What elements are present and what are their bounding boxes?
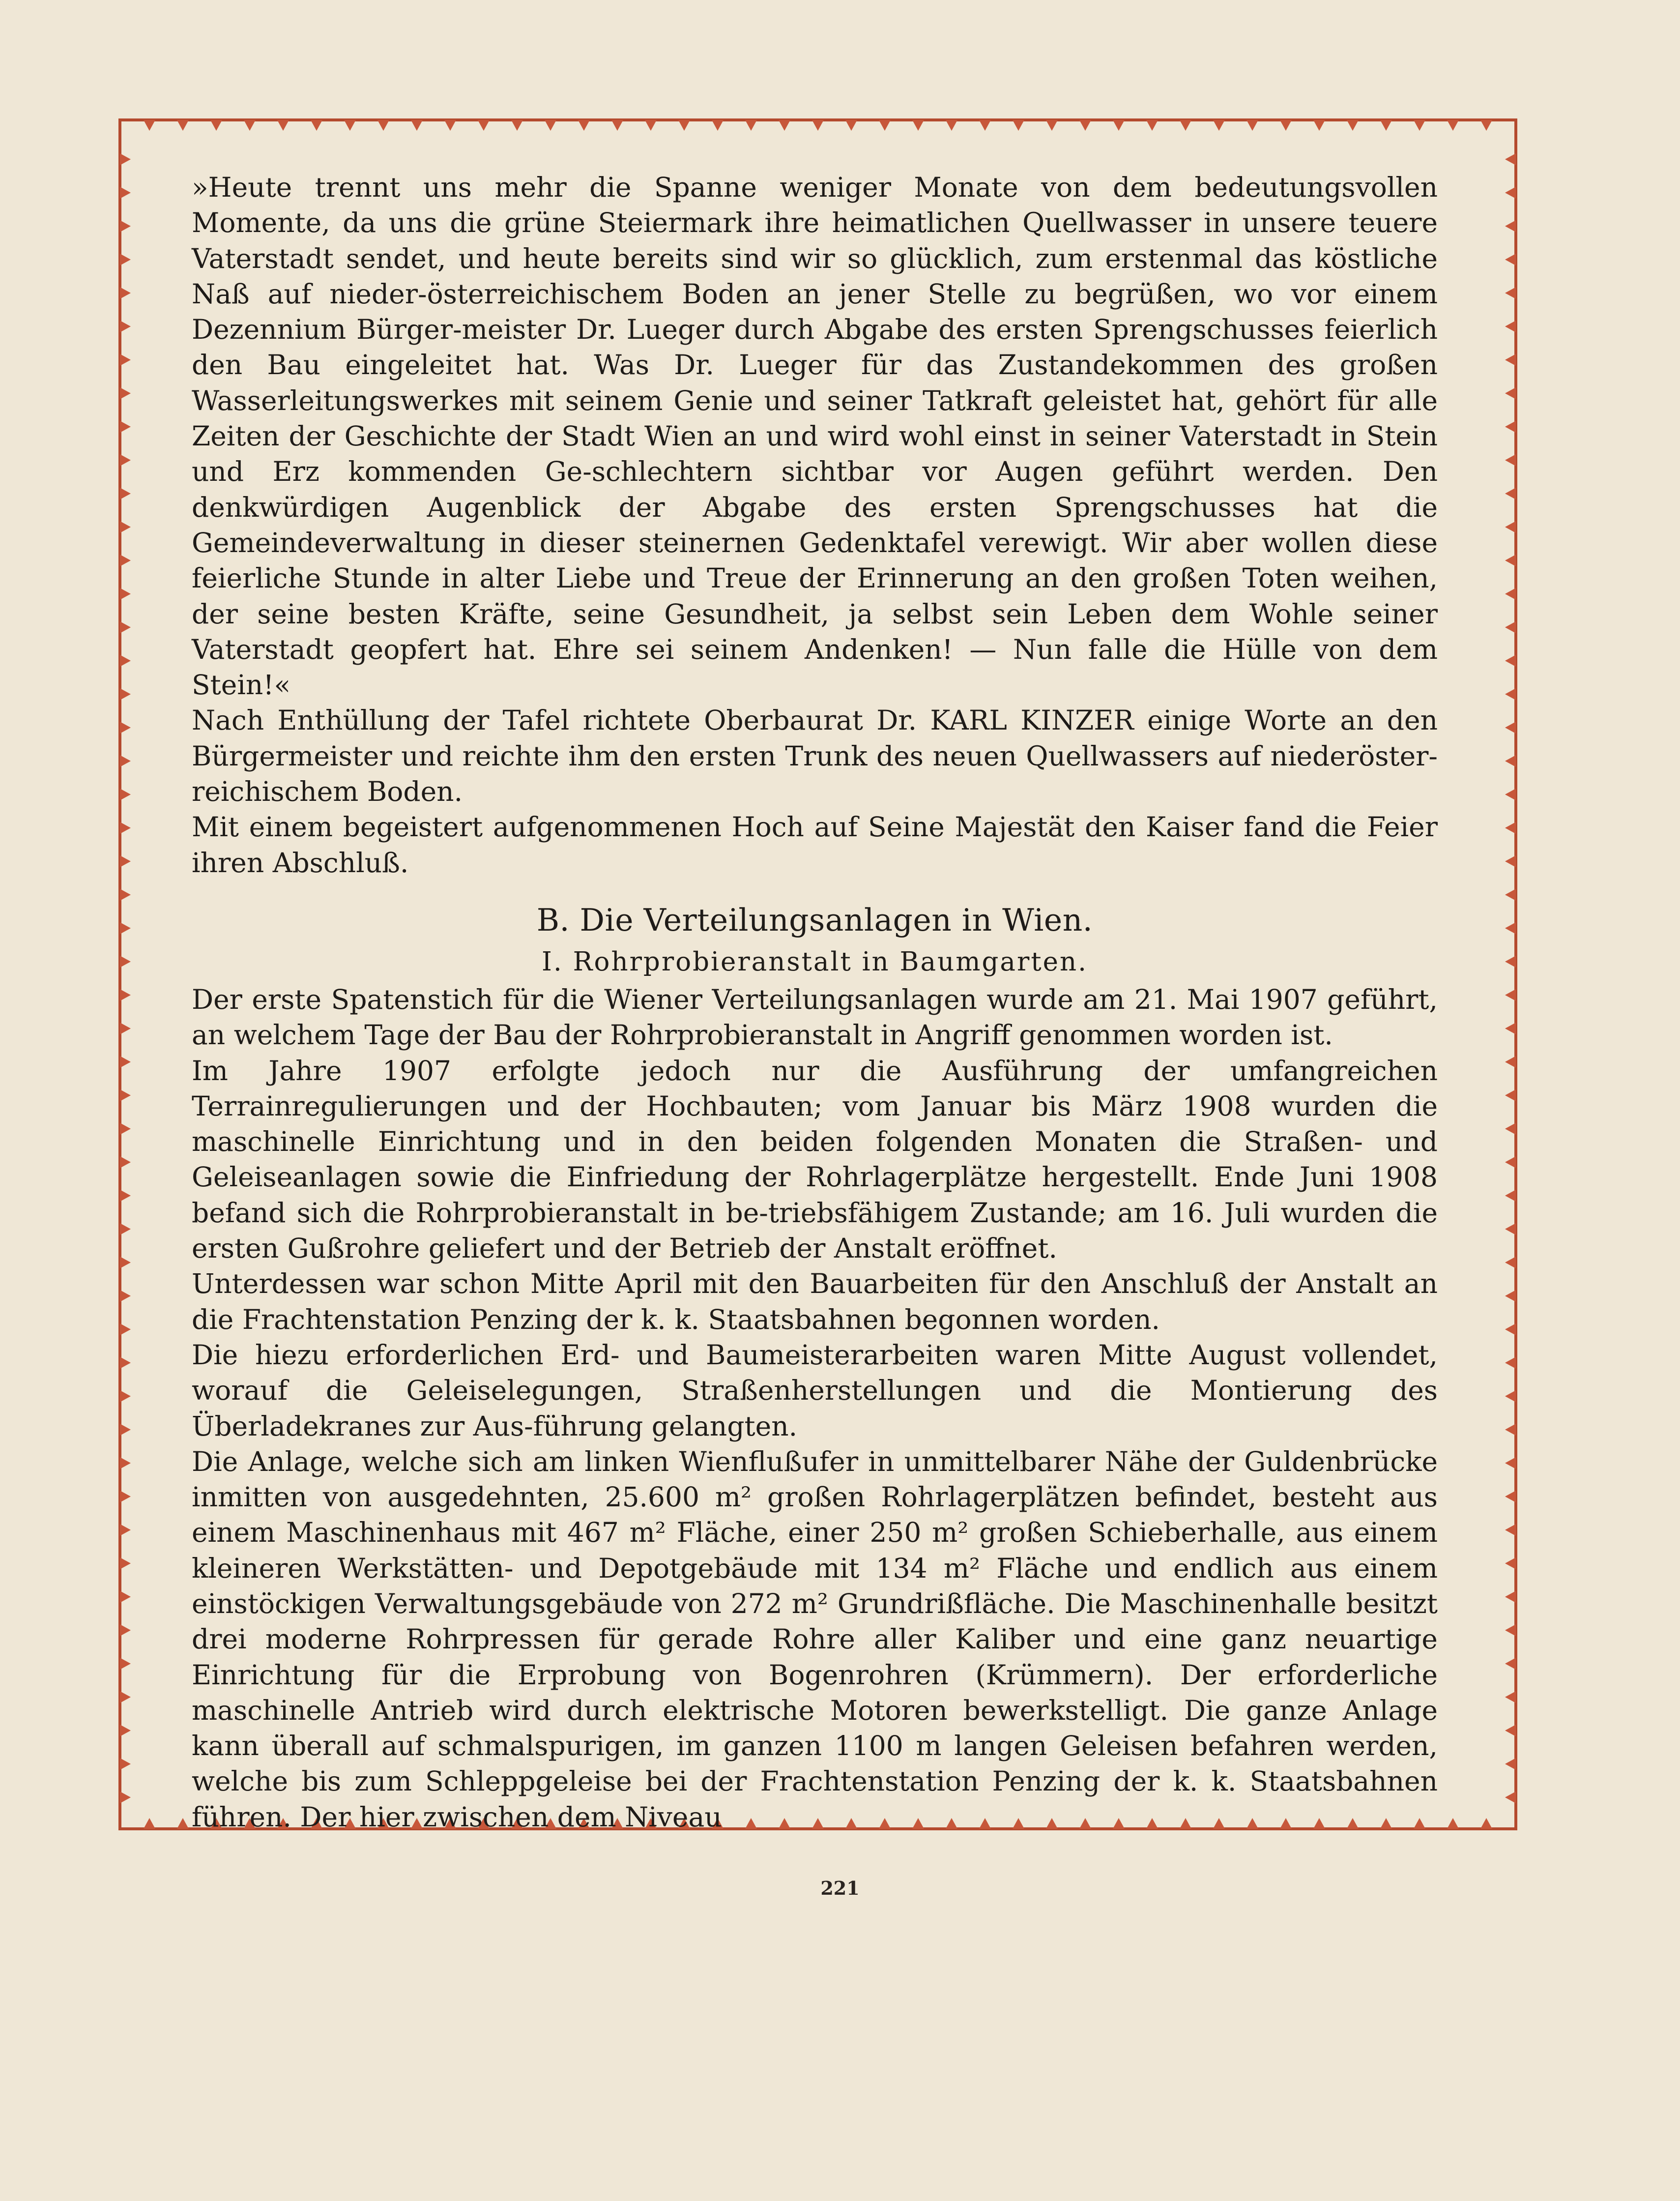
border-tooth-top — [444, 120, 456, 131]
border-tooth-left — [120, 187, 131, 199]
border-tooth-top — [210, 120, 222, 131]
border-tooth-left — [120, 1156, 131, 1168]
border-tooth-right — [1505, 1123, 1516, 1135]
border-tooth-left — [120, 755, 131, 767]
border-tooth-right — [1505, 1591, 1516, 1603]
border-tooth-right — [1505, 354, 1516, 366]
border-tooth-right — [1505, 822, 1516, 834]
border-tooth-right — [1505, 1357, 1516, 1369]
border-tooth-left — [120, 1290, 131, 1302]
border-tooth-left — [120, 555, 131, 566]
border-tooth-right — [1505, 421, 1516, 433]
border-tooth-right — [1505, 688, 1516, 700]
border-tooth-left — [120, 454, 131, 466]
border-tooth-top — [845, 120, 857, 131]
border-tooth-right — [1505, 1691, 1516, 1703]
border-tooth-left — [120, 421, 131, 433]
border-tooth-left — [120, 1658, 131, 1670]
border-tooth-bottom — [177, 1818, 189, 1829]
border-tooth-right — [1505, 855, 1516, 867]
border-tooth-right — [1505, 1524, 1516, 1536]
border-tooth-top — [678, 120, 690, 131]
border-tooth-right — [1505, 621, 1516, 633]
border-tooth-right — [1505, 254, 1516, 265]
border-tooth-left — [120, 621, 131, 633]
border-tooth-top — [1079, 120, 1091, 131]
border-tooth-left — [120, 1390, 131, 1402]
border-tooth-top — [1046, 120, 1058, 131]
border-tooth-right — [1505, 1457, 1516, 1469]
border-tooth-left — [120, 588, 131, 600]
border-tooth-left — [120, 254, 131, 265]
border-tooth-top — [1013, 120, 1024, 131]
border-tooth-top — [912, 120, 924, 131]
border-tooth-left — [120, 1557, 131, 1569]
border-tooth-right — [1505, 1089, 1516, 1101]
border-tooth-right — [1505, 387, 1516, 399]
border-tooth-left — [120, 889, 131, 901]
border-tooth-top — [645, 120, 657, 131]
border-tooth-right — [1505, 1658, 1516, 1670]
border-tooth-left — [120, 789, 131, 800]
border-tooth-top — [1180, 120, 1191, 131]
border-tooth-right — [1505, 1424, 1516, 1436]
border-tooth-left — [120, 1123, 131, 1135]
border-tooth-top — [879, 120, 891, 131]
border-tooth-right — [1505, 1323, 1516, 1335]
border-tooth-left — [120, 1624, 131, 1636]
border-tooth-right — [1505, 989, 1516, 1001]
border-tooth-right — [1505, 1725, 1516, 1736]
border-tooth-top — [1347, 120, 1359, 131]
subsection-heading: I. Rohrprobieranstalt in Baumgarten. — [542, 946, 1088, 977]
border-tooth-left — [120, 822, 131, 834]
border-tooth-left — [120, 855, 131, 867]
border-tooth-left — [120, 1089, 131, 1101]
quote-paragraph-2: Nach Enthüllung der Tafel richtete Oberbaurat Dr. KARL KINZER einige Worte an den Bürgermeister und reichte ihm den ersten Trunk des neuen Quellwassers auf niederöster-reichischem Boden. — [192, 704, 1438, 808]
border-tooth-top — [511, 120, 523, 131]
border-tooth-left — [120, 488, 131, 499]
border-tooth-top — [979, 120, 991, 131]
border-tooth-top — [344, 120, 356, 131]
border-tooth-left — [120, 1491, 131, 1502]
border-tooth-right — [1505, 922, 1516, 934]
border-tooth-top — [311, 120, 322, 131]
border-tooth-left — [120, 1323, 131, 1335]
border-tooth-left — [120, 922, 131, 934]
border-tooth-left — [120, 1257, 131, 1268]
border-tooth-right — [1505, 1023, 1516, 1034]
border-tooth-left — [120, 655, 131, 667]
border-tooth-top — [1414, 120, 1425, 131]
border-tooth-left — [120, 989, 131, 1001]
border-tooth-top — [177, 120, 189, 131]
border-tooth-right — [1505, 555, 1516, 566]
border-tooth-left — [120, 722, 131, 734]
section-paragraph-2: Im Jahre 1907 erfolgte jedoch nur die Ausführung der umfangreichen Terrainregulierungen und der Hochbauten; vom Januar bis März 1908 wurden die maschinelle Einrichtung und in den beiden folgenden Monaten die Straßen- und Geleiseanlagen sowie die Einfriedung der Rohrlagerplätze hergestellt. Ende Juni 1908 befand sich die Rohrprobieranstalt in be-triebsfähigem Zustande; am 16. Juli wurden die ersten Gußrohre geliefert und der Betrieb der Anstalt eröffnet. — [192, 1055, 1438, 1264]
border-tooth-left — [120, 1190, 131, 1202]
border-tooth-right — [1505, 655, 1516, 667]
border-tooth-right — [1505, 1791, 1516, 1803]
border-tooth-right — [1505, 1190, 1516, 1202]
border-tooth-left — [120, 387, 131, 399]
border-tooth-right — [1505, 287, 1516, 299]
border-tooth-top — [578, 120, 590, 131]
border-tooth-left — [120, 1357, 131, 1369]
border-tooth-left — [120, 1691, 131, 1703]
border-tooth-right — [1505, 1624, 1516, 1636]
border-tooth-bottom — [1480, 1818, 1492, 1829]
border-tooth-right — [1505, 153, 1516, 165]
border-tooth-left — [120, 321, 131, 332]
border-tooth-left — [120, 521, 131, 533]
border-tooth-right — [1505, 488, 1516, 499]
border-tooth-bottom — [1447, 1818, 1459, 1829]
border-tooth-top — [411, 120, 423, 131]
border-tooth-right — [1505, 1223, 1516, 1235]
border-tooth-top — [812, 120, 824, 131]
border-tooth-top — [1280, 120, 1292, 131]
section-paragraph-1: Der erste Spatenstich für die Wiener Verteilungsanlagen wurde am 21. Mai 1907 geführt, an welchem Tage der Bau der Rohrprobieranstalt in Angriff genommen worden ist. — [192, 983, 1438, 1051]
border-tooth-left — [120, 1758, 131, 1770]
border-tooth-top — [1447, 120, 1459, 131]
border-tooth-top — [1380, 120, 1392, 131]
section-paragraph-5: Die Anlage, welche sich am linken Wienflußufer in unmittelbarer Nähe der Guldenbrücke inmitten von ausgedehnten, 25.600 m² großen Rohrlagerplätzen befindet, besteht aus einem Maschinenhaus mit 467 m² Fläche, einer 250 m² großen Schieberhalle, aus einem kleineren Werkstätten- und Depotgebäude mit 134 m² Fläche und endlich aus einem einstöckigen Verwaltungsgebäude von 272 m² Grundrißfläche. Die Maschinenhalle besitzt drei moderne Rohrpressen für gerade Rohre aller Kaliber und eine ganz neuartige Einrichtung für die Erprobung von Bogenrohren (Krümmern). Der erforderliche maschinelle Antrieb wird durch elektrische Motoren bewerkstelligt. Die ganze Anlage kann überall auf schmalspurigen, im ganzen 1100 m langen Geleisen befahren werden, welche bis zum Schleppgeleise bei der Frachtenstation Penzing der k. k. Staatsbahnen führen. Der hier zwischen dem Niveau — [192, 1445, 1438, 1833]
border-tooth-top — [1313, 120, 1325, 131]
border-tooth-right — [1505, 588, 1516, 600]
quote-paragraph-3: Mit einem begeistert aufgenommenen Hoch auf Seine Majestät den Kaiser fand die Feier ihren Abschluß. — [192, 811, 1438, 879]
border-tooth-top — [1146, 120, 1158, 131]
border-tooth-top — [277, 120, 289, 131]
border-tooth-top — [1246, 120, 1258, 131]
border-tooth-left — [120, 1791, 131, 1803]
page-body-text — [192, 170, 1438, 1835]
border-tooth-left — [120, 287, 131, 299]
border-tooth-right — [1505, 454, 1516, 466]
border-tooth-right — [1505, 521, 1516, 533]
border-tooth-right — [1505, 956, 1516, 968]
border-tooth-right — [1505, 789, 1516, 800]
section-heading: B. Die Verteilungsanlagen in Wien. — [536, 902, 1093, 938]
border-tooth-top — [745, 120, 757, 131]
border-tooth-right — [1505, 1056, 1516, 1068]
section-paragraph-3: Unterdessen war schon Mitte April mit den Bauarbeiten für den Anschluß der Anstalt an die Frachtenstation Penzing der k. k. Staatsbahnen begonnen worden. — [192, 1268, 1438, 1335]
border-tooth-left — [120, 1524, 131, 1536]
border-tooth-top — [1113, 120, 1125, 131]
border-tooth-top — [545, 120, 556, 131]
border-tooth-right — [1505, 1557, 1516, 1569]
border-tooth-top — [712, 120, 724, 131]
border-tooth-left — [120, 956, 131, 968]
quote-paragraph-1: »Heute trennt uns mehr die Spanne weniger Monate von dem bedeutungsvollen Momente, da uns die grüne Steiermark ihre heimatlichen Quellwasser in unsere teuere Vaterstadt sendet, und heute bereits sind wir so glücklich, zum erstenmal das köstliche Naß auf nieder-österreichischem Boden an jener Stelle zu begrüßen, wo vor einem Dezennium Bürger-meister Dr. Lueger durch Abgabe des ersten Sprengschusses feierlich den Bau eingeleitet hat. Was Dr. Lueger für das Zustandekommen des großen Wasserleitungswerkes mit seinem Genie und seiner Tatkraft geleistet hat, gehört für alle Zeiten der Geschichte der Stadt Wien an und wird wohl einst in seiner Vaterstadt in Stein und Erz kommenden Ge-schlechtern sichtbar vor Augen geführt werden. Den denkwürdigen Augenblick der Abgabe des ersten Sprengschusses hat die Gemeindeverwaltung in dieser steinernen Gedenktafel verewigt. Wir aber wollen diese feierliche Stunde in alter Liebe und Treue der Erinnerung an den großen Toten weihen, der seine besten Kräfte, seine Gesundheit, ja selbst sein Leben dem Wohle seiner Vaterstadt geopfert hat. Ehre sei seinem Andenken! — Nun falle die Hülle von dem Stein!« — [192, 172, 1438, 701]
border-tooth-left — [120, 1457, 131, 1469]
border-tooth-top — [611, 120, 623, 131]
border-tooth-top — [144, 120, 155, 131]
border-tooth-right — [1505, 1491, 1516, 1502]
border-tooth-top — [946, 120, 957, 131]
border-tooth-right — [1505, 321, 1516, 332]
border-tooth-top — [1213, 120, 1225, 131]
border-tooth-top — [478, 120, 490, 131]
border-tooth-left — [120, 1023, 131, 1034]
border-tooth-right — [1505, 220, 1516, 232]
border-tooth-left — [120, 688, 131, 700]
border-tooth-right — [1505, 1257, 1516, 1268]
border-tooth-right — [1505, 1390, 1516, 1402]
page-number: 221 — [820, 1877, 860, 1899]
border-tooth-right — [1505, 1290, 1516, 1302]
border-tooth-top — [377, 120, 389, 131]
border-tooth-left — [120, 1725, 131, 1736]
border-tooth-right — [1505, 755, 1516, 767]
border-tooth-left — [120, 153, 131, 165]
border-tooth-left — [120, 1424, 131, 1436]
border-tooth-right — [1505, 187, 1516, 199]
border-tooth-right — [1505, 722, 1516, 734]
border-tooth-right — [1505, 1156, 1516, 1168]
border-tooth-top — [779, 120, 790, 131]
border-tooth-top — [1480, 120, 1492, 131]
border-tooth-top — [244, 120, 256, 131]
border-tooth-left — [120, 1591, 131, 1603]
border-tooth-left — [120, 220, 131, 232]
border-tooth-left — [120, 1056, 131, 1068]
border-tooth-right — [1505, 1758, 1516, 1770]
border-tooth-right — [1505, 889, 1516, 901]
border-tooth-bottom — [144, 1818, 155, 1829]
border-tooth-left — [120, 354, 131, 366]
section-paragraph-4: Die hiezu erforderlichen Erd- und Baumeisterarbeiten waren Mitte August vollendet, worauf die Geleiselegungen, Straßenherstellungen und die Montierung des Überladekranes zur Aus-führung gelangten. — [192, 1339, 1438, 1442]
border-tooth-left — [120, 1223, 131, 1235]
